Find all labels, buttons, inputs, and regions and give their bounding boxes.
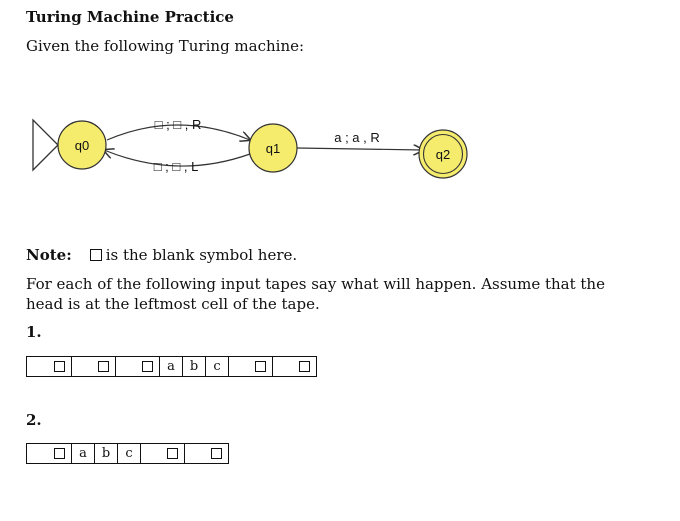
note [26, 246, 297, 264]
blank-symbol-icon [255, 361, 266, 372]
state-q1 [249, 124, 297, 172]
tape-cell-blank [140, 444, 184, 463]
blank-symbol-icon [211, 448, 222, 459]
intro-text: Given the following Turing machine: [26, 37, 305, 55]
blank-symbol-icon [299, 361, 310, 372]
question-2-number: 2. [26, 411, 42, 429]
tape-cell-c: c [117, 444, 140, 463]
blank-symbol-icon [54, 448, 65, 459]
tape-1 [26, 356, 317, 377]
tape-cell-blank [184, 444, 228, 463]
edge-q1-q2 [297, 148, 423, 150]
tape-cell-b: b [182, 357, 205, 376]
tape-cell-blank [71, 357, 115, 376]
start-arrow [33, 120, 58, 170]
note-text: is the blank symbol here. [105, 246, 298, 264]
tape-cell-blank [115, 357, 159, 376]
note-label: Note: [26, 246, 72, 264]
tape-cell-blank [272, 357, 316, 376]
tape-cell-a: a [71, 444, 94, 463]
tape-cell-blank [228, 357, 272, 376]
page-title: Turing Machine Practice [26, 8, 234, 26]
state-label-q0: q0 [74, 138, 90, 153]
blank-symbol-icon [142, 361, 153, 372]
tape-cell-blank [27, 444, 71, 463]
blank-symbol-icon [90, 249, 102, 261]
transition-label-q1-q2: a ; a , R [334, 130, 380, 145]
question-1-number: 1. [26, 323, 42, 341]
transition-label-q0-q1: □ ; □ , R [154, 117, 202, 132]
tape-2 [26, 443, 229, 464]
blank-symbol-icon [98, 361, 109, 372]
blank-symbol-icon [167, 448, 178, 459]
state-label-q1: q1 [265, 141, 281, 156]
blank-symbol-icon [54, 361, 65, 372]
transition-label-q1-q0: □ ; □ , L [153, 159, 199, 174]
turing-machine-diagram [0, 100, 680, 200]
tape-cell-c: c [205, 357, 228, 376]
state-q2 [419, 130, 467, 178]
tape-cell-b: b [94, 444, 117, 463]
instructions: For each of the following input tapes say what will happen. Assume that the head is at the leftmost cell of the tape. [26, 275, 605, 313]
tape-cell-a: a [159, 357, 182, 376]
state-label-q2: q2 [435, 147, 451, 162]
state-q0 [58, 121, 106, 169]
tape-cell-blank [27, 357, 71, 376]
